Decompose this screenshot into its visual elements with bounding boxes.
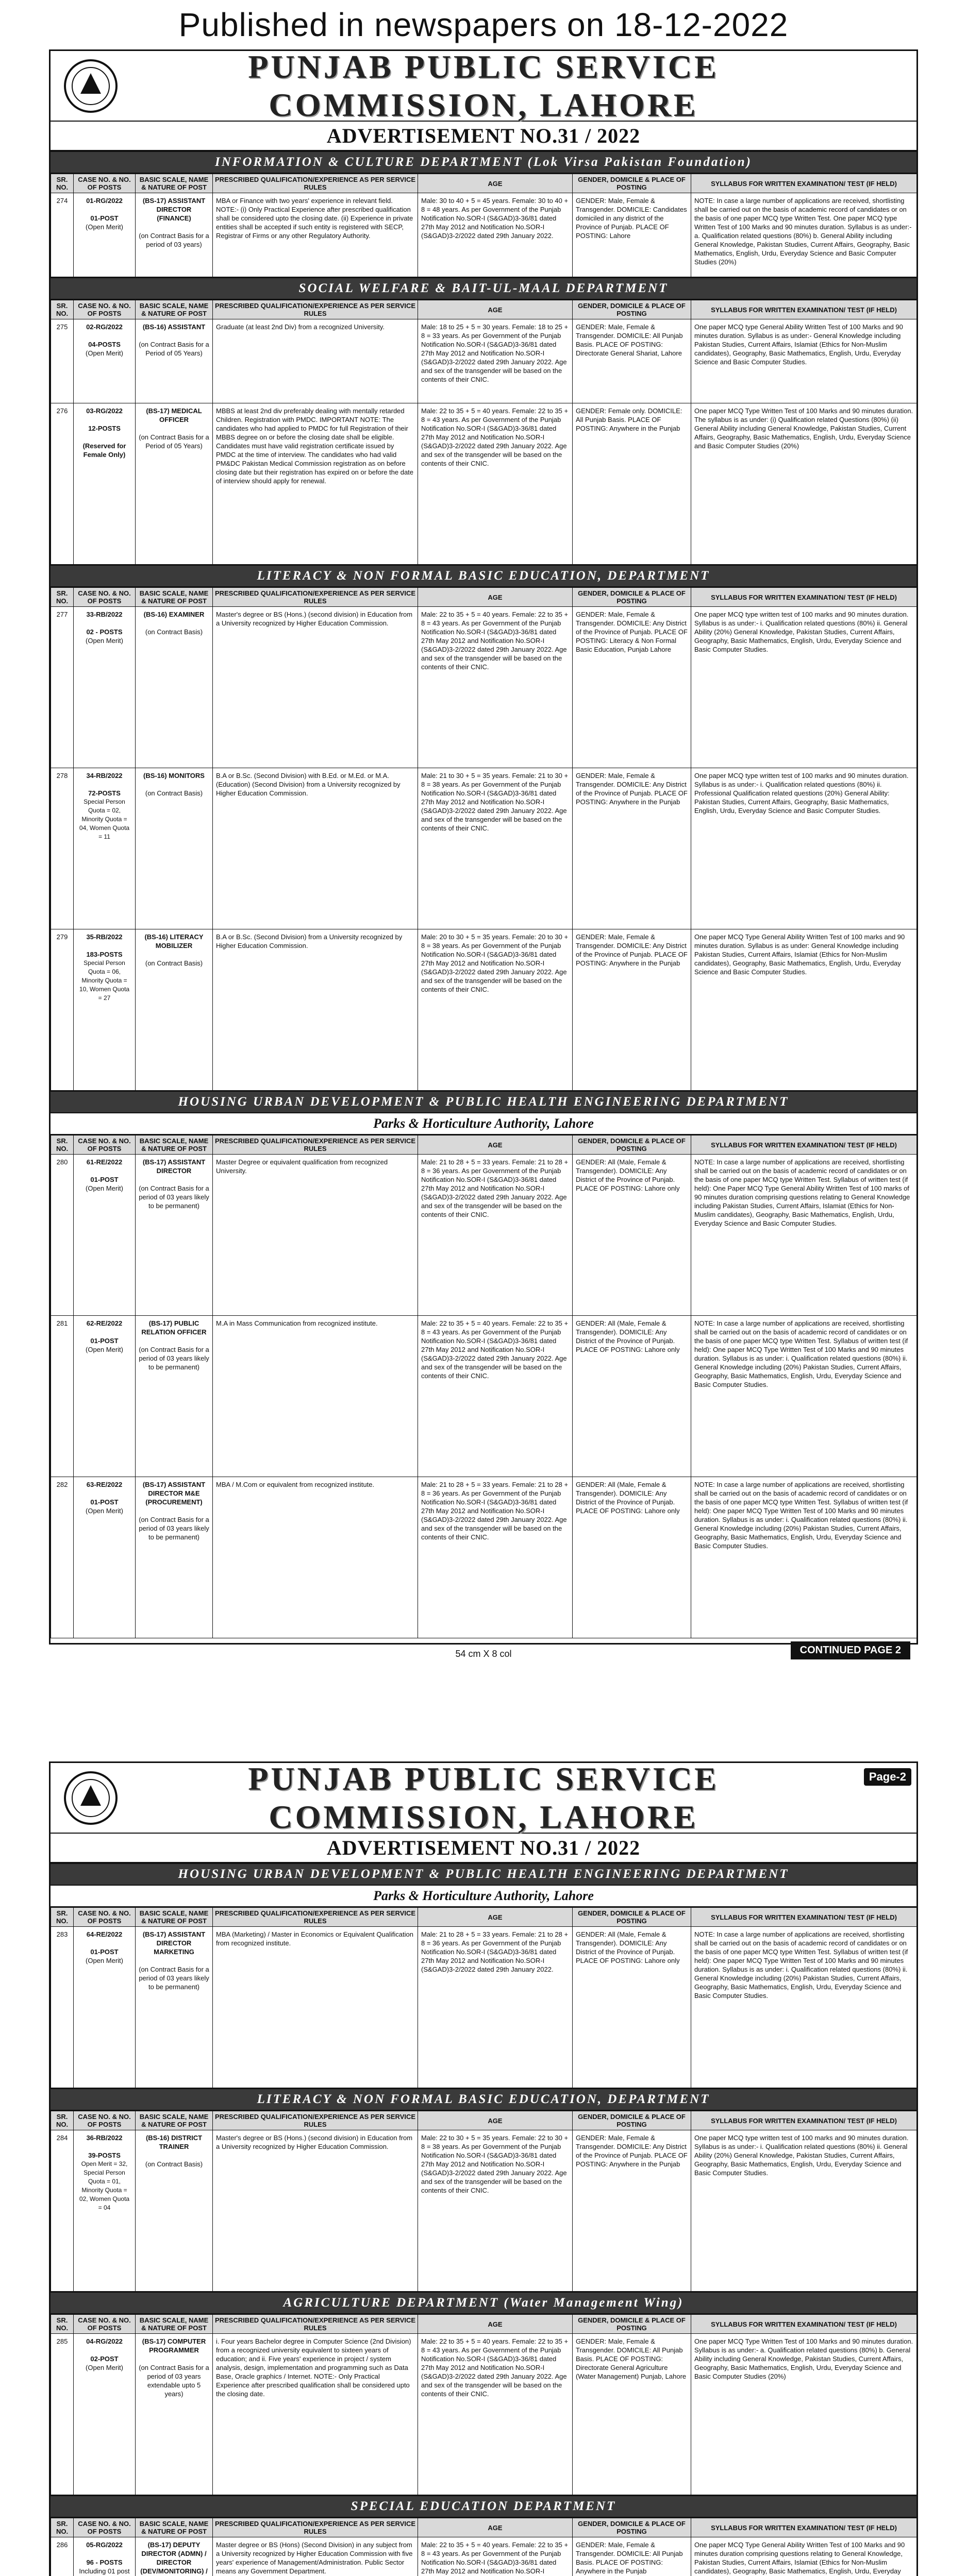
merit: Special Person Quota = 02, Minority Quota = 04, Women Quota = 11 — [79, 798, 130, 840]
jobs-table — [51, 2111, 917, 2292]
department-heading: SPECIAL EDUCATION DEPARTMENT — [51, 2495, 916, 2518]
posts: 01-POST — [90, 1176, 119, 1183]
header-sr: SR. NO. — [51, 2315, 74, 2334]
gender-domicile: GENDER: All (Male, Female & Transgender). DOMICILE: Any District of the Province of Punjab. PLACE OF POSTING: Lahore only — [576, 1158, 680, 1192]
department-heading: INFORMATION & CULTURE DEPARTMENT (Lok Virsa Pakistan Foundation) — [51, 151, 916, 174]
post-title: (BS-17) ASSISTANT DIRECTOR (FINANCE) — [142, 197, 206, 222]
merit: (Open Merit) — [86, 1184, 123, 1192]
merit: (Open Merit) — [86, 637, 123, 645]
age: Male: 21 to 28 + 5 = 33 years. Female: 21 to 28 + 8 = 36 years. As per Government of the Punjab Notification No.SOR-I (S&GAD)3-36/81 dated 27th May 2012 and Notification No.SOR-I (S&GAD)3-2/2022 dated 29th January 2022. — [421, 1930, 569, 1973]
sr-no: 279 — [56, 933, 68, 941]
sr-no: 280 — [56, 1158, 68, 1166]
post-nature: (on Contract Basis for a period of 03 years extendable upto 5 years) — [139, 2364, 209, 2398]
merit: (Open Merit) — [86, 1507, 123, 1515]
header-scale: BASIC SCALE, NAME & NATURE OF POST — [136, 2518, 213, 2537]
header-qualification: PRESCRIBED QUALIFICATION/EXPERIENCE AS PER SERVICE RULES — [213, 588, 418, 607]
header-syllabus: SYLLABUS FOR WRITTEN EXAMINATION/ TEST (IF HELD) — [691, 1136, 917, 1155]
ad-size-page1: 54 cm X 8 col — [455, 1649, 512, 1659]
case-no: 33-RB/2022 — [86, 611, 123, 618]
page-number-badge: Page-2 — [864, 1768, 911, 1786]
department-heading: AGRICULTURE DEPARTMENT (Water Management Wing) — [51, 2292, 916, 2314]
post-title: (BS-16) LITERACY MOBILIZER — [144, 933, 204, 950]
header-qualification: PRESCRIBED QUALIFICATION/EXPERIENCE AS PER SERVICE RULES — [213, 174, 418, 193]
post-nature: (on Contract Basis for a period of 03 years likely to be permanent) — [139, 1516, 209, 1541]
syllabus: One paper MCQ Type Written Test of 100 Marks and 90 minutes duration. The syllabus is as under: (i) Qualification related Questions (80%) (ii) General Ability including General Knowledge, Pakistan Studies, Current Affairs, Geography, Basic Mathematics, English, Urdu, Everyday Science and Basic Computer Studies (20%) — [694, 407, 913, 450]
syllabus: NOTE: In case a large number of applications are received, shortlisting shall be carried out on the basis of academic record of candidates or on the basis of one paper MCQ type Written Test. Syllabus of written test (if held): One paper MCQ Type Written Test of 100 Marks and 90 minutes duration. Syllabus is as under: i. Qualification related questions (80%) ii. General Knowledge including (20%) Pakistan Studies, Current Affairs, Geography, Basic Mathematics, English, Urdu, Everyday Science and Basic Computer Studies. — [694, 1319, 908, 1388]
header-case: CASE NO. & NO. OF POSTS — [74, 174, 136, 193]
header-gender: GENDER, DOMICILE & PLACE OF POSTING — [573, 2315, 691, 2334]
case-no: 62-RE/2022 — [86, 1319, 123, 1327]
post-title: (BS-17) ASSISTANT DIRECTOR M&E (PROCUREMENT) — [142, 1481, 206, 1506]
age: Male: 22 to 35 + 5 = 40 years. Female: 22 to 35 + 8 = 43 years. As per Government of the Punjab Notification No.SOR-I (S&GAD)3-36/81 dated 27th May 2012 and Notification No.SOR-I — [421, 2541, 569, 2575]
sr-no: 283 — [56, 1930, 68, 1938]
header-sr: SR. NO. — [51, 2111, 74, 2130]
posts: 96 - POSTS — [86, 2558, 123, 2566]
post-nature: (on Contract Basis for a period of 03 years) — [139, 232, 209, 248]
header-age: AGE — [418, 300, 573, 319]
post-nature: (on Contract Basis for a period of 03 years likely to be permanent) — [139, 1184, 209, 1210]
posts: 39-POSTS — [88, 2151, 121, 2159]
merit: (Open Merit) — [86, 349, 123, 357]
header-gender: GENDER, DOMICILE & PLACE OF POSTING — [573, 174, 691, 193]
header-gender: GENDER, DOMICILE & PLACE OF POSTING — [573, 1136, 691, 1155]
header-case: CASE NO. & NO. OF POSTS — [74, 588, 136, 607]
header-syllabus: SYLLABUS FOR WRITTEN EXAMINATION/ TEST (IF HELD) — [691, 300, 917, 319]
qualification: Master Degree or equivalent qualification from recognized University. — [216, 1158, 388, 1175]
posts: 183-POSTS — [86, 951, 123, 958]
post-title: (BS-17) ASSISTANT DIRECTOR — [142, 1158, 206, 1175]
header-gender: GENDER, DOMICILE & PLACE OF POSTING — [573, 1908, 691, 1927]
sr-no: 276 — [56, 407, 68, 415]
merit: Open Merit = 32, Special Person Quota = 01, Minority Quota = 02, Women Quota = 04 — [79, 2160, 130, 2211]
header-gender: GENDER, DOMICILE & PLACE OF POSTING — [573, 2518, 691, 2537]
header-sr: SR. NO. — [51, 588, 74, 607]
syllabus: One paper MCQ type General Ability Written Test of 100 Marks and 90 minutes duration. Syllabus is as under:- General Knowledge including Pakistan Studies, Current Affairs, Islamiat (Ethics for Non-Muslim candidates), Geography, Basic Mathematics, English, Urdu, Everyday Science and Basic Computer Studies. — [694, 323, 903, 366]
syllabus: NOTE: In case a large number of applications are received, shortlisting shall be carried out on the basis of academic record of candidates or on the basis of one paper MCQ type Written Test. Syllabus of written test (if held): One Paper MCQ Type General Ability Written Test of 100 marks of 90 minutes duration comprising questions relating to General Knowledge including Pakistan Studies, Current Affairs, Islamiat (Ethics for Non-Muslim candidates), Geography, Basic Mathematics, English, Urdu, Everyday Science and Basic Computer Studies. — [694, 1158, 910, 1227]
gender-domicile: GENDER: Male, Female & Transgender. DOMICILE: All Punjab Basis. PLACE OF POSTING: Directorate General Shariat, Lahore — [576, 323, 683, 357]
age: Male: 20 to 30 + 5 = 35 years. Female: 20 to 30 + 8 = 38 years. As per Government of the Punjab Notification No.SOR-I (S&GAD)3-36/81 dated 27th May 2012 and Notification No.SOR-I (S&GAD)3-2/2022 dated 29th January 2022. Age and sex of the transgender will be based on the contents of their CNIC. — [421, 933, 569, 993]
header-syllabus: SYLLABUS FOR WRITTEN EXAMINATION/ TEST (IF HELD) — [691, 2111, 917, 2130]
gender-domicile: GENDER: Male, Female & Transgender. DOMICILE: All Punjab Basis. PLACE OF POSTING: Directorate General Agriculture (Water Management) Punjab, Lahore — [576, 2337, 687, 2380]
post-nature: (on Contract Basis) — [145, 628, 203, 636]
header-sr: SR. NO. — [51, 1908, 74, 1927]
jobs-table — [51, 2314, 917, 2495]
post-nature: (on Contract Basis) — [145, 2160, 203, 2168]
table-row — [51, 193, 917, 277]
sub-department-heading: Parks & Horticulture Authority, Lahore — [51, 1886, 916, 1907]
table-row — [51, 2130, 917, 2292]
age: Male: 22 to 30 + 5 = 35 years. Female: 22 to 30 + 8 = 38 years. As per Government of the Punjab Notification No.SOR-I (S&GAD)3-36/81 dated 27th May 2012 and Notification No.SOR-I (S&GAD)3-2/2022 dated 29th January 2022. Age and sex of the transgender will be based on the contents of their CNIC. — [421, 2134, 569, 2194]
table-row — [51, 2334, 917, 2495]
case-no: 63-RE/2022 — [86, 1481, 123, 1488]
header-age: AGE — [418, 1136, 573, 1155]
post-nature: (on Contract Basis for a Period of 05 Years) — [139, 341, 209, 357]
syllabus: NOTE: In case a large number of applications are received, shortlisting shall be carried out on the basis of academic record of candidates or on the basis of one paper MCQ type Written Test. Syllabus of written test (if held): One paper MCQ Type Written Test of 100 Marks and 90 minutes duration. Syllabus is as under: i. Qualification related questions (80%) ii. General Knowledge including (20%) Pakistan Studies, Current Affairs, Geography, Basic Mathematics, English, Urdu, Everyday Science and Basic Computer Studies. — [694, 1481, 908, 1550]
header-case: CASE NO. & NO. OF POSTS — [74, 1136, 136, 1155]
qualification: Master degree or BS (Hons) (Second Division) in any subject from a University recognized by Higher Education Commission with five years' experience of Management/Administration. Public Sector means any Government Department. — [216, 2541, 413, 2575]
header-qualification: PRESCRIBED QUALIFICATION/EXPERIENCE AS PER SERVICE RULES — [213, 2518, 418, 2537]
case-no: 35-RB/2022 — [86, 933, 123, 941]
department-heading: HOUSING URBAN DEVELOPMENT & PUBLIC HEALTH ENGINEERING DEPARTMENT — [51, 1091, 916, 1113]
posts: 12-POSTS — [88, 425, 121, 432]
age: Male: 22 to 35 + 5 = 40 years. Female: 22 to 35 + 8 = 43 years. As per Government of the Punjab Notification No.SOR-I (S&GAD)3-36/81 dated 27th May 2012 and Notification No.SOR-I (S&GAD)3-2/2022 dated 29th January 2022. Age and sex of the transgender will be based on the contents of their CNIC. — [421, 1319, 569, 1380]
syllabus: NOTE: In case a large number of applications are received, shortlisting shall be carried out on the basis of academic record of candidates or on the basis of one paper MCQ type Written Test. One paper MCQ type Written Test of 100 Marks and 90 minutes duration. Syllabus is as under:- a. Qualification related questions (80%) b. General Ability including General Knowledge, Pakistan Studies, Current Affairs, Geography, Basic Mathematics, English, Urdu, Everyday Science and Basic Computer Studies (20%) — [694, 197, 912, 266]
qualification: MBBS at least 2nd div preferably dealing with mentally retarded Children. Registration with PMDC. IMPORTANT NOTE: The candidates who had applied to PMDC for full Registration of their MBBS degree on or before the closing date shall be eligible. Candidates must have valid registration certificate issued by PMDC at the time of interview. The candidates who had valid PM&DC Pakistan Medical Commission registration as on before closing date but their registration has expired on or before the date of interview should apply for renewal. — [216, 407, 414, 485]
posts: 04-POSTS — [88, 341, 121, 348]
case-no: 04-RG/2022 — [86, 2337, 123, 2345]
case-no: 01-RG/2022 — [86, 197, 123, 205]
table-row — [51, 2537, 917, 2576]
table-row — [51, 768, 917, 929]
case-no: 36-RB/2022 — [86, 2134, 123, 2142]
qualification: MBA (Marketing) / Master in Economics or Equivalent Qualification from recognized institute. — [216, 1930, 413, 1947]
gender-domicile: GENDER: All (Male, Female & Transgender). DOMICILE: Any District of the Province of Punjab. PLACE OF POSTING: Lahore only — [576, 1930, 680, 1964]
qualification: MBA / M.Com or equivalent from recognized institute. — [216, 1481, 375, 1488]
table-row — [51, 403, 917, 565]
header-qualification: PRESCRIBED QUALIFICATION/EXPERIENCE AS PER SERVICE RULES — [213, 2111, 418, 2130]
age: Male: 22 to 35 + 5 = 40 years. Female: 22 to 35 + 8 = 43 years. As per Government of the Punjab Notification No.SOR-I (S&GAD)3-36/81 dated 27th May 2012 and Notification No.SOR-I (S&GAD)3-2/2022 dated 29th January 2022. Age and sex of the transgender will be based on the contents of their CNIC. — [421, 611, 569, 671]
continued-label: CONTINUED PAGE 2 — [51, 1638, 916, 1663]
header-case: CASE NO. & NO. OF POSTS — [74, 2111, 136, 2130]
header-case: CASE NO. & NO. OF POSTS — [74, 2315, 136, 2334]
gender-domicile: GENDER: All (Male, Female & Transgender). DOMICILE: Any District of the Province of Punjab. PLACE OF POSTING: Lahore only — [576, 1481, 680, 1515]
table-row — [51, 1927, 917, 2088]
post-title: (BS-17) PUBLIC RELATION OFFICER — [141, 1319, 207, 1336]
case-no: 02-RG/2022 — [86, 323, 123, 331]
jobs-table — [51, 174, 917, 277]
age: Male: 21 to 28 + 5 = 33 years. Female: 21 to 28 + 8 = 36 years. As per Government of the Punjab Notification No.SOR-I (S&GAD)3-36/81 dated 27th May 2012 and Notification No.SOR-I (S&GAD)3-2/2022 dated 29th January 2022. Age and sex of the transgender will be based on the contents of their CNIC. — [421, 1158, 569, 1218]
post-nature: (on Contract Basis) — [145, 959, 203, 967]
jobs-table — [51, 300, 917, 565]
header-qualification: PRESCRIBED QUALIFICATION/EXPERIENCE AS PER SERVICE RULES — [213, 2315, 418, 2334]
case-no: 61-RE/2022 — [86, 1158, 123, 1166]
sr-no: 275 — [56, 323, 68, 331]
sr-no: 282 — [56, 1481, 68, 1488]
post-title: (BS-17) COMPUTER PROGRAMMER — [142, 2337, 206, 2354]
qualification: Graduate (at least 2nd Div) from a recognized University. — [216, 323, 385, 331]
post-title: (BS-17) DEPUTY DIRECTOR (ADMN) / DIRECTOR (DEV/MONITORING) / — [140, 2541, 208, 2575]
gender-domicile: GENDER: Male, Female & Transgender. DOMICILE: Any District of the Province of Punjab. PLACE OF POSTING: Literacy & Non Formal Basic Education, Punjab Lahore — [576, 611, 688, 653]
posts: 01-POST — [90, 1498, 119, 1506]
posts: 01-POST — [90, 214, 119, 222]
header-syllabus: SYLLABUS FOR WRITTEN EXAMINATION/ TEST (IF HELD) — [691, 174, 917, 193]
table-row — [51, 607, 917, 768]
sr-no: 284 — [56, 2134, 68, 2142]
header-sr: SR. NO. — [51, 2518, 74, 2537]
header-gender: GENDER, DOMICILE & PLACE OF POSTING — [573, 2111, 691, 2130]
header-scale: BASIC SCALE, NAME & NATURE OF POST — [136, 588, 213, 607]
gender-domicile: GENDER: Female only. DOMICILE: All Punjab Basis. PLACE OF POSTING: Anywhere in the Punjab — [576, 407, 682, 432]
gender-domicile: GENDER: All (Male, Female & Transgender). DOMICILE: Any District of the Province of Punjab. PLACE OF POSTING: Lahore only — [576, 1319, 680, 1353]
header-qualification: PRESCRIBED QUALIFICATION/EXPERIENCE AS PER SERVICE RULES — [213, 1908, 418, 1927]
qualification: MBA or Finance with two years' experience in relevant field. NOTE:- (i) Only Practical Experience after prescribed qualification shall be considered upto the closing date. (ii) Experience in private entities shall be accepted if such entity is registered with SECP, Registrar of Firms or any other Regulatory Authority. — [216, 197, 413, 240]
age: Male: 22 to 35 + 5 = 40 years. Female: 22 to 35 + 8 = 43 years. As per Government of the Punjab Notification No.SOR-I (S&GAD)3-36/81 dated 27th May 2012 and Notification No.SOR-I (S&GAD)3-2/2022 dated 29th January 2022. Age and sex of the transgender will be based on the contents of their CNIC. — [421, 407, 569, 467]
sr-no: 281 — [56, 1319, 68, 1327]
header-syllabus: SYLLABUS FOR WRITTEN EXAMINATION/ TEST (IF HELD) — [691, 1908, 917, 1927]
header-sr: SR. NO. — [51, 300, 74, 319]
case-no: 03-RG/2022 — [86, 407, 123, 415]
merit: Including 01 post — [79, 2567, 130, 2575]
department-heading: SOCIAL WELFARE & BAIT-UL-MAAL DEPARTMENT — [51, 277, 916, 300]
table-row — [51, 1477, 917, 1638]
sr-no: 274 — [56, 197, 68, 205]
posts: 02 - POSTS — [86, 628, 123, 636]
age: Male: 30 to 40 + 5 = 45 years. Female: 30 to 40 + 8 = 48 years. As per Government of the Punjab Notification No.SOR-I (S&GAD)3-36/81 dated 27th May 2012 and Notification No.SOR-I (S&GAD)3-2/2022 dated 29th January 2022. — [421, 197, 569, 240]
header-age: AGE — [418, 174, 573, 193]
table-row — [51, 1155, 917, 1316]
header-gender: GENDER, DOMICILE & PLACE OF POSTING — [573, 300, 691, 319]
header-case: CASE NO. & NO. OF POSTS — [74, 300, 136, 319]
qualification: B.A or B.Sc. (Second Division) from a University recognized by Higher Education Commission. — [216, 933, 403, 950]
publication-banner: Published in newspapers on 18-12-2022 — [178, 6, 789, 43]
header-qualification: PRESCRIBED QUALIFICATION/EXPERIENCE AS PER SERVICE RULES — [213, 1136, 418, 1155]
merit: (Reserved for Female Only) — [82, 442, 126, 459]
gender-domicile: GENDER: Male, Female & Transgender. DOMICILE: All Punjab Basis. PLACE OF POSTING: Anywhere in the Punjab — [576, 2541, 683, 2575]
page-header — [51, 1760, 916, 1835]
syllabus: One paper MCQ type written test of 100 marks and 90 minutes duration. Syllabus is as under:- i. Qualification related questions (80%) ii. General Ability (20%) General Knowledge, Pakistan Studies, Current Affairs, Geography, Basic Mathematics, English, Urdu, Everyday Science and Basic Computer Studies. — [694, 2134, 909, 2177]
merit: (Open Merit) — [86, 1346, 123, 1353]
post-nature: (on Contract Basis for a period of 03 years likely to be permanent) — [139, 1965, 209, 1991]
age: Male: 21 to 30 + 5 = 35 years. Female: 21 to 30 + 8 = 38 years. As per Government of the Punjab Notification No.SOR-I (S&GAD)3-36/81 dated 27th May 2012 and Notification No.SOR-I (S&GAD)3-2/2022 dated 29th January 2022. Age and sex of the transgender will be based on the contents of their CNIC. — [421, 772, 569, 832]
case-no: 34-RB/2022 — [86, 772, 123, 779]
header-scale: BASIC SCALE, NAME & NATURE OF POST — [136, 2111, 213, 2130]
header-case: CASE NO. & NO. OF POSTS — [74, 2518, 136, 2537]
gender-domicile: GENDER: Male, Female & Transgender. DOMICILE: Any District of the Province of Punjab. PLACE OF POSTING: Anywhere in the Punjab — [576, 772, 688, 806]
table-header-row — [51, 174, 917, 193]
syllabus: One paper MCQ Type General Ability Written Test of 100 marks and 90 minutes duration. Syllabus is as under: General Knowledge including Pakistan Studies, Current Affairs, Islamiat (Ethics for Non-Muslim candidates), Geography, Basic Mathematics, English, Urdu, Everyday Science and Basic Computer Studies. — [694, 933, 905, 976]
header-scale: BASIC SCALE, NAME & NATURE OF POST — [136, 1908, 213, 1927]
header-age: AGE — [418, 2111, 573, 2130]
posts: 02-POST — [90, 2355, 119, 2363]
jobs-table — [51, 1135, 917, 1638]
page-header — [51, 48, 916, 123]
post-title: (BS-16) DISTRICT TRAINER — [145, 2134, 203, 2150]
header-age: AGE — [418, 2518, 573, 2537]
merit: Special Person Quota = 06, Minority Quota = 10, Women Quota = 27 — [79, 959, 130, 1002]
ppsc-logo-icon — [60, 55, 122, 117]
sr-no: 285 — [56, 2337, 68, 2345]
post-nature: (on Contract Basis for a period of 03 years likely to be permanent) — [139, 1346, 209, 1371]
gender-domicile: GENDER: Male, Female & Transgender. DOMICILE: Any District of the Province of Punjab. PLACE OF POSTING: Anywhere in the Punjab — [576, 2134, 688, 2168]
post-title: (BS-17) MEDICAL OFFICER — [146, 407, 202, 423]
case-no: 05-RG/2022 — [86, 2541, 123, 2549]
merit: (Open Merit) — [86, 1957, 123, 1964]
qualification: Master's degree or BS (Hons.) (second division) in Education from a University recognized by Higher Education Commission. — [216, 611, 413, 627]
department-heading: LITERACY & NON FORMAL BASIC EDUCATION, DEPARTMENT — [51, 565, 916, 587]
advertisement-number: ADVERTISEMENT NO.31 / 2022 — [51, 122, 916, 151]
department-heading: HOUSING URBAN DEVELOPMENT & PUBLIC HEALTH ENGINEERING DEPARTMENT — [51, 1863, 916, 1886]
header-qualification: PRESCRIBED QUALIFICATION/EXPERIENCE AS PER SERVICE RULES — [213, 300, 418, 319]
sub-department-heading: Parks & Horticulture Authority, Lahore — [51, 1113, 916, 1135]
posts: 01-POST — [90, 1948, 119, 1956]
syllabus: One paper MCQ Type Written Test of 100 Marks and 90 minutes duration. Syllabus is as under:- a. Qualification related questions (80%) b. General Ability including General Knowledge, Pakistan Studies, Current Affairs, Geography, Basic Mathematics, English, Urdu, Everyday Science and Basic Computer Studies (20%) — [694, 2337, 913, 2380]
header-age: AGE — [418, 1908, 573, 1927]
header-scale: BASIC SCALE, NAME & NATURE OF POST — [136, 2315, 213, 2334]
syllabus: One paper MCQ Type General Ability Written Test of 100 Marks and 90 minutes duration comprising questions relating to General Knowledge, Pakistan Studies, Current Affairs, Islamiat (Ethics for Non-Muslim candidates), Geography, Basic Mathematics, English, Urdu, Everyday — [694, 2541, 905, 2575]
post-title: (BS-16) EXAMINER — [143, 611, 205, 618]
post-title: (BS-16) MONITORS — [143, 772, 205, 779]
age: Male: 21 to 28 + 5 = 33 years. Female: 21 to 28 + 8 = 36 years. As per Government of the Punjab Notification No.SOR-I (S&GAD)3-36/81 dated 27th May 2012 and Notification No.SOR-I (S&GAD)3-2/2022 dated 29th January 2022. Age and sex of the transgender will be based on the contents of their CNIC. — [421, 1481, 569, 1541]
ppsc-logo-icon — [60, 1767, 122, 1829]
table-row — [51, 1316, 917, 1477]
syllabus: One paper MCQ type written test of 100 marks and 90 minutes duration. Syllabus is as under:- i. Qualification related questions (80%) ii. Professional Qualification related questions (20%) General Ability: Pakistan Studies, Current Affairs, Geography, Basic Mathematics, English, Urdu, Everyday Science and Basic Computer Studies. — [694, 772, 909, 815]
header-age: AGE — [418, 588, 573, 607]
gender-domicile: GENDER: Male, Female & Transgender. DOMICILE: Any District of the Province of Punjab. PLACE OF POSTING: Anywhere in the Punjab — [576, 933, 688, 967]
case-no: 64-RE/2022 — [86, 1930, 123, 1938]
merit: (Open Merit) — [86, 223, 123, 231]
department-heading: LITERACY & NON FORMAL BASIC EDUCATION, DEPARTMENT — [51, 2088, 916, 2111]
post-nature: (on Contract Basis for a Period of 05 Years) — [139, 433, 209, 450]
syllabus: NOTE: In case a large number of applications are received, shortlisting shall be carried out on the basis of academic record of candidates or on the basis of one paper MCQ type Written Test. Syllabus of written test (if held): One paper MCQ Type Written Test of 100 Marks and 90 minutes duration. Syllabus is as under: i. Qualification related questions (80%) ii. General Knowledge including (20%) Pakistan Studies, Current Affairs, Geography, Basic Mathematics, English, Urdu, Everyday Science and Basic Computer Studies. — [694, 1930, 908, 1999]
qualification: i. Four years Bachelor degree in Computer Science (2nd Division) from a recognized university equivalent to sixteen years of education; and ii. Five years' experience in project / system analysis, design, implementation and programming such as Data Base, Oracle graphics / Internet. NOTE:- Only Practical Experience after prescribed qualification shall be considered upto the closing date. — [216, 2337, 411, 2398]
age: Male: 18 to 25 + 5 = 30 years. Female: 18 to 25 + 8 = 33 years. As per Government of the Punjab Notification No.SOR-I (S&GAD)3-36/81 dated 27th May 2012 and Notification No.SOR-I (S&GAD)3-2/2022 dated 29th January 2022. Age and sex of the transgender will be based on the contents of their CNIC. — [421, 323, 569, 383]
post-title: (BS-16) ASSISTANT — [142, 323, 206, 331]
post-nature: (on Contract Basis) — [145, 789, 203, 797]
table-row — [51, 319, 917, 403]
sr-no: 286 — [56, 2541, 68, 2549]
table-row — [51, 929, 917, 1091]
header-sr: SR. NO. — [51, 1136, 74, 1155]
gender-domicile: GENDER: Male, Female & Transgender. DOMICILE: Candidates domiciled in any district of the Province of Punjab. PLACE OF POSTING: Lahore — [576, 197, 687, 240]
posts: 01-POST — [90, 1337, 119, 1345]
sr-no: 277 — [56, 611, 68, 618]
sr-no: 278 — [56, 772, 68, 779]
qualification: B.A or B.Sc. (Second Division) with B.Ed. or M.Ed. or M.A. (Education) (Second Division) from a University recognized by Higher Education Commission. — [216, 772, 401, 797]
page-2 — [49, 1761, 918, 2576]
header-sr: SR. NO. — [51, 174, 74, 193]
advertisement-number: ADVERTISEMENT NO.31 / 2022 — [51, 1834, 916, 1863]
jobs-table — [51, 1907, 917, 2088]
header-case: CASE NO. & NO. OF POSTS — [74, 1908, 136, 1927]
org-title: PUNJAB PUBLIC SERVICE COMMISSION, LAHORE — [248, 48, 719, 123]
header-gender: GENDER, DOMICILE & PLACE OF POSTING — [573, 588, 691, 607]
syllabus: One paper MCQ type written test of 100 marks and 90 minutes duration. Syllabus is as under:- i. Qualification related questions (80%) ii. General Ability (20%) General Knowledge, Pakistan Studies, Current Affairs, Geography, Basic Mathematics, English, Urdu, Everyday Science and Basic Computer Studies. — [694, 611, 909, 653]
header-syllabus: SYLLABUS FOR WRITTEN EXAMINATION/ TEST (IF HELD) — [691, 2315, 917, 2334]
age: Male: 22 to 35 + 5 = 40 years. Female: 22 to 35 + 8 = 43 years. As per Government of the Punjab Notification No.SOR-I (S&GAD)3-36/81 dated 27th May 2012 and Notification No.SOR-I (S&GAD)3-2/2022 dated 29th January 2022. Age and sex of the transgender will be based on the contents of their CNIC. — [421, 2337, 569, 2398]
header-syllabus: SYLLABUS FOR WRITTEN EXAMINATION/ TEST (IF HELD) — [691, 588, 917, 607]
header-scale: BASIC SCALE, NAME & NATURE OF POST — [136, 174, 213, 193]
header-scale: BASIC SCALE, NAME & NATURE OF POST — [136, 1136, 213, 1155]
jobs-table — [51, 587, 917, 1091]
header-age: AGE — [418, 2315, 573, 2334]
qualification: M.A in Mass Communication from recognized institute. — [216, 1319, 378, 1327]
merit: (Open Merit) — [86, 2364, 123, 2371]
org-title: PUNJAB PUBLIC SERVICE COMMISSION, LAHORE — [248, 1760, 719, 1835]
header-syllabus: SYLLABUS FOR WRITTEN EXAMINATION/ TEST (IF HELD) — [691, 2518, 917, 2537]
posts: 72-POSTS — [88, 789, 121, 797]
jobs-table — [51, 2518, 917, 2576]
post-title: (BS-17) ASSISTANT DIRECTOR MARKETING — [142, 1930, 206, 1956]
qualification: Master's degree or BS (Hons.) (second division) in Education from a University recognized by Higher Education Commission. — [216, 2134, 413, 2150]
header-scale: BASIC SCALE, NAME & NATURE OF POST — [136, 300, 213, 319]
